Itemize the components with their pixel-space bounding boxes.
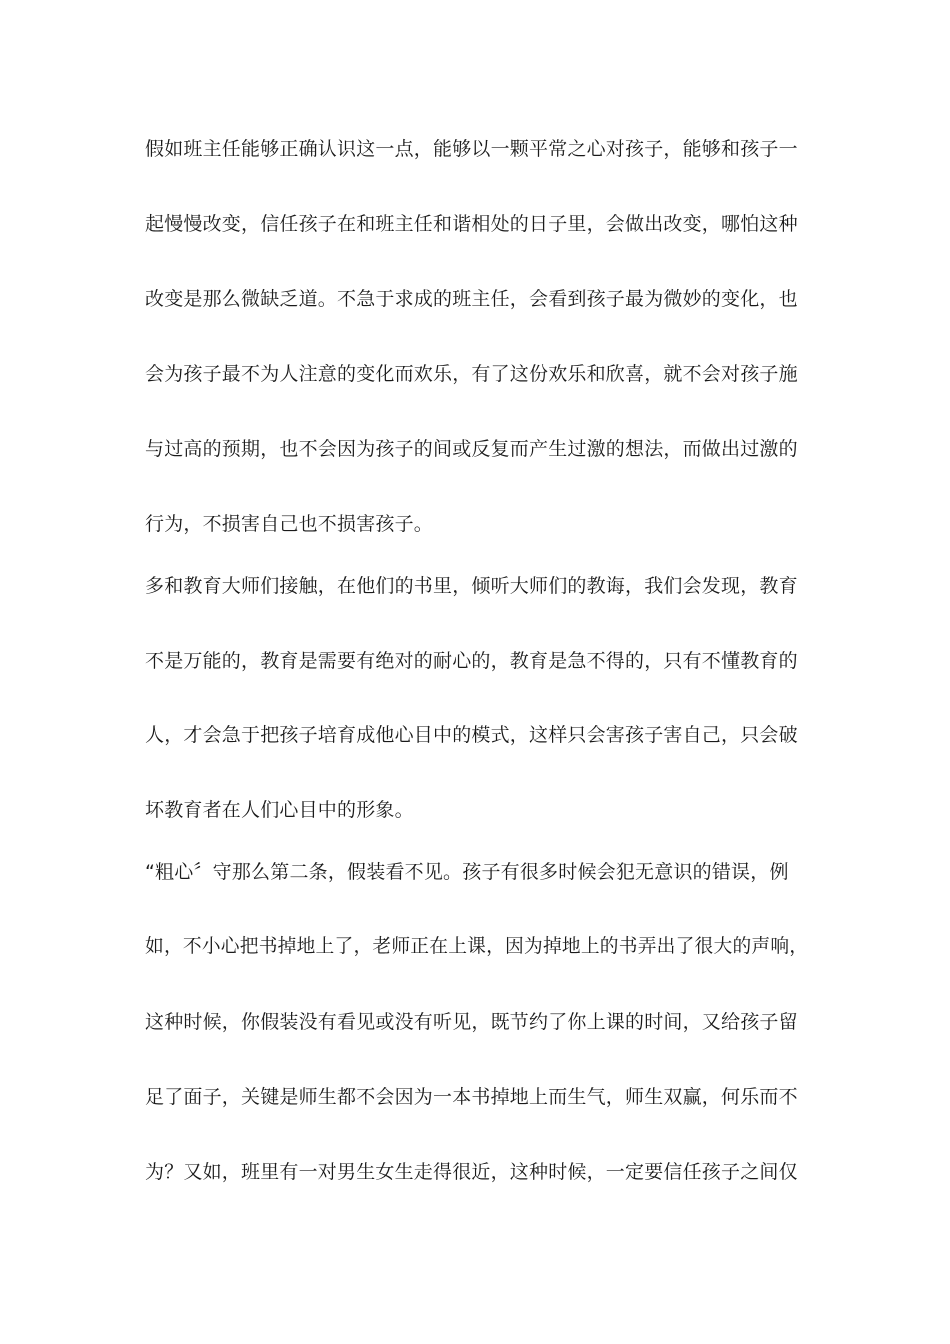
text-line: 假如班主任能够正确认识这一点，能够以一颗平常之心对孩子，能够和孩子一 [145, 138, 798, 160]
text-line: 行为，不损害自己也不损害孩子。 [145, 513, 434, 535]
text-line: “粗心〞守那么第二条，假装看不见。孩子有很多时候会犯无意识的错误，例 [145, 861, 789, 883]
text-line: 足了面子，关键是师生都不会因为一本书掉地上而生气，师生双赢，何乐而不 [145, 1086, 798, 1108]
text-line: 人，才会急于把孩子培育成他心目中的模式，这样只会害孩子害自己，只会破 [145, 724, 798, 746]
text-line: 坏教育者在人们心目中的形象。 [145, 799, 414, 821]
text-line: 多和教育大师们接触，在他们的书里，倾听大师们的教诲，我们会发现，教育 [145, 575, 798, 597]
text-line: 如，不小心把书掉地上了，老师正在上课，因为掉地上的书弄出了很大的声响， [145, 936, 809, 957]
text-line: 会为孩子最不为人注意的变化而欢乐，有了这份欢乐和欣喜，就不会对孩子施 [145, 363, 798, 385]
text-line: 这种时候，你假装没有看见或没有听见，既节约了你上课的时间，又给孩子留 [145, 1011, 798, 1033]
text-line: 不是万能的，教育是需要有绝对的耐心的，教育是急不得的，只有不懂教育的 [145, 650, 798, 672]
text-line: 与过高的预期，也不会因为孩子的间或反复而产生过激的想法，而做出过激的 [145, 438, 798, 460]
text-line: 起慢慢改变，信任孩子在和班主任和谐相处的日子里，会做出改变，哪怕这种 [145, 213, 798, 235]
text-line: 改变是那么微缺乏道。不急于求成的班主任，会看到孩子最为微妙的变化，也 [145, 288, 798, 310]
text-line: 为？又如，班里有一对男生女生走得很近，这种时候，一定要信任孩子之间仅 [145, 1161, 798, 1183]
